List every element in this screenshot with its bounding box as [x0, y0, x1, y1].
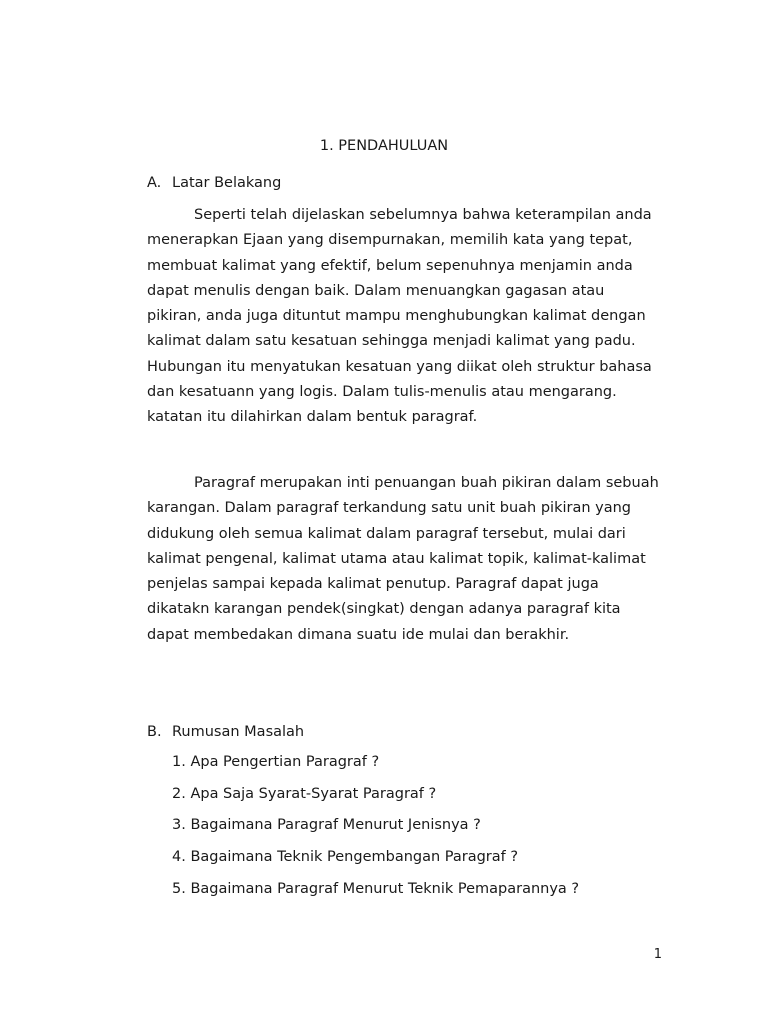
background-paragraph-2: Paragraf merupakan inti penuangan buah pikiran dalam sebuah karangan. Dalam paragraf terkandung satu unit buah pikiran yang didukung oleh semua kalimat dalam paragraf tersebut, mulai dari kalimat pengenal, kalimat utama atau kalimat topik, kalimat-kalimat penjelas sampai kepada kalimat penutup. Paragraf dapat juga dikatakn karangan pendek(singkat) dengan adanya paragraf kita dapat membedakan dimana suatu ide mulai dan berakhir.: [147, 475, 659, 643]
problem-question-4: 4. Bagaimana Teknik Pengembangan Paragraf ?: [172, 849, 519, 866]
page-number: 1: [653, 947, 662, 962]
section-b-heading: [147, 722, 304, 742]
section-b-title: Rumusan Masalah: [172, 724, 305, 740]
section-a-title: Latar Belakang: [172, 175, 282, 191]
problem-question-1: 1. Apa Pengertian Paragraf ?: [172, 754, 380, 770]
problem-question-2: 2. Apa Saja Syarat-Syarat Paragraf ?: [172, 785, 437, 802]
chapter-title: 1. PENDAHULUAN: [319, 138, 449, 154]
section-b-marker: B.: [147, 724, 162, 740]
problem-question-list: [172, 750, 579, 908]
background-paragraph-1: Seperti telah dijelaskan sebelumnya bahwa keterampilan anda menerapkan Ejaan yang disempurnakan, memilih kata yang tepat, membuat kalimat yang efektif, belum sepenuhnya menjamin anda dapat menulis dengan baik. Dalam menuangkan gagasan atau pikiran, anda juga dituntut mampu menghubungkan kalimat dengan kalimat dalam satu kesatuan sehingga menjadi kalimat yang padu. Hubungan itu menyatukan kesatuan yang diikat oleh struktur bahasa dan kesatuann yang logis. Dalam tulis-menulis atau mengarang. katatan itu dilahirkan dalam bentuk paragraf.: [147, 207, 652, 426]
section-a-marker: A.: [147, 175, 162, 191]
section-a-heading: [147, 173, 281, 193]
problem-question-3: 3. Bagaimana Paragraf Menurut Jenisnya ?: [172, 817, 481, 834]
problem-question-5: 5. Bagaimana Paragraf Menurut Teknik Pemaparannya ?: [172, 880, 580, 897]
